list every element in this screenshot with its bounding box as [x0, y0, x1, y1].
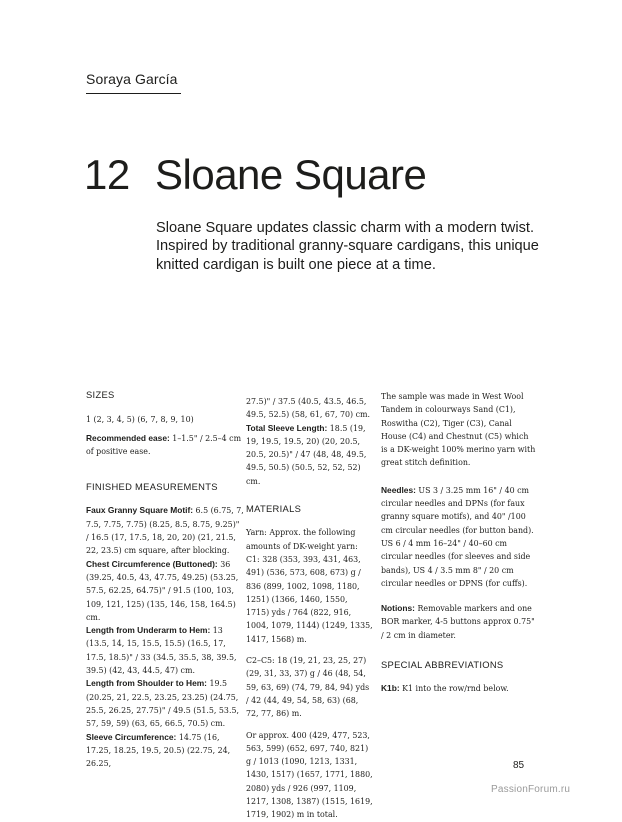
- shoulder-label: Length from Shoulder to Hem:: [86, 678, 207, 689]
- column-1: [86, 388, 244, 770]
- underarm-paragraph: [86, 624, 244, 677]
- column-2: [246, 395, 373, 822]
- ease-paragraph: [86, 432, 244, 459]
- sleeve-circ-text: 14.75 (16, 17.25, 18.25, 19.5, 20.5) (22.75, 24, 26.25,: [86, 732, 231, 769]
- k1b-text: K1 into the row/rnd below.: [399, 684, 509, 694]
- motif-text: 6.5 (6.75, 7, 7.5, 7.75, 7.75) (8.25, 8.5, 8.75, 9.25)" / 16.5 (17, 17.5, 18, 20, 20) (21, 21.5, 22, 23.5) cm square, after blocking.: [86, 506, 244, 556]
- sleeve-circ-label: Sleeve Circumference:: [86, 731, 177, 742]
- notions-label: Notions:: [381, 603, 415, 614]
- notions-paragraph: [381, 602, 536, 642]
- chest-paragraph: [86, 558, 244, 624]
- column-3: [381, 390, 536, 696]
- ease-text: 1–1.5" / 2.5–4 cm of positive ease.: [86, 433, 242, 456]
- needles-label: Needles:: [381, 484, 416, 495]
- chest-text: 36 (39.25, 40.5, 43, 47.75, 49.25) (53.25, 57.5, 62.25, 64.75)" / 91.5 (100, 103, 109, 121, 125) (135, 146, 158, 164.5) cm.: [86, 559, 239, 622]
- total-sleeve-label: Total Sleeve Length:: [246, 422, 328, 433]
- watermark: PassionForum.ru: [491, 784, 571, 795]
- chest-label: Chest Circumference (Buttoned):: [86, 558, 218, 569]
- notions-text: Removable markers and one BOR marker, 4-5 buttons approx 0.75" / 2 cm in diameter.: [381, 604, 535, 640]
- yarn-c1: C1: 328 (353, 393, 431, 463, 491) (536, 573, 608, 673) g / 836 (899, 1002, 1098, 1180, 1251) (1366, 1460, 1550, 1715) yds / 764 (822, 916, 1004, 1079, 1144) (1249, 1335, 1417, 1568) m.: [246, 554, 373, 644]
- needles-paragraph: [381, 484, 536, 590]
- yarn-paragraph: [246, 526, 373, 553]
- motif-label: Faux Granny Square Motif:: [86, 505, 194, 516]
- sizes-heading: SIZES: [86, 389, 115, 400]
- finished-measurements-heading: FINISHED MEASUREMENTS: [86, 481, 218, 493]
- shoulder-paragraph: [86, 677, 244, 730]
- total-sleeve-text: 18.5 (19, 19, 19.5, 19.5, 20) (20, 20.5, 20.5, 20.5)" / 47 (48, 48, 49.5, 49.5, 50.5) (50.5, 52, 52, 52) cm.: [246, 423, 367, 486]
- sleeve-circ-paragraph: [86, 731, 244, 771]
- underarm-label: Length from Underarm to Hem:: [86, 625, 211, 636]
- ease-label: Recommended ease:: [86, 432, 170, 443]
- designer-underline: [86, 93, 181, 94]
- pattern-number: 12: [84, 151, 130, 198]
- sample-paragraph: The sample was made in West Wool Tandem in colourways Sand (C1), Roswitha (C2), Tiger (C3), Canal House (C4) and Chestnut (C5) which is a DK-weight 100% merino yarn with great stitch definition.: [381, 392, 536, 468]
- total-sleeve-paragraph: [246, 422, 373, 488]
- yarn-label: Yarn:: [246, 528, 267, 538]
- pattern-title: Sloane Square: [155, 151, 427, 198]
- sleeve-circ-continued: 27.5)" / 37.5 (40.5, 43.5, 46.5, 49.5, 52.5) (58, 61, 67, 70) cm.: [246, 397, 371, 420]
- intro-paragraph: Sloane Square updates classic charm with a modern twist. Inspired by traditional granny-square cardigans, this unique knitted cardigan is built one piece at a time.: [156, 220, 539, 273]
- underarm-text: 13 (13.5, 14, 15, 15.5, 15.5) (16.5, 17, 17.5, 18.5)" / 33 (34.5, 35.5, 38, 39.5, 39.5) (42, 43, 44.5, 47) cm.: [86, 626, 237, 676]
- k1b-label: K1b:: [381, 683, 400, 694]
- page-number: 85: [513, 760, 525, 771]
- shoulder-text: 19.5 (20.25, 21, 22.5, 23.25, 23.25) (24.75, 25.5, 26.25, 27.75)" / 49.5 (51.5, 53.5, 57, 59, 59) (63, 65, 66.5, 70.5) cm.: [86, 679, 239, 729]
- yarn-c2-c5: C2–C5: 18 (19, 21, 23, 25, 27) (29, 31, 33, 37) g / 46 (48, 54, 59, 63, 69) (74, 79, 84, 94) yds / 42 (44, 49, 54, 58, 63) (68, 72, 77, 86) m.: [246, 656, 370, 719]
- sizes-text: 1 (2, 3, 4, 5) (6, 7, 8, 9, 10): [86, 415, 194, 425]
- motif-paragraph: [86, 504, 244, 557]
- k1b-paragraph: [381, 682, 536, 695]
- materials-heading: MATERIALS: [246, 503, 302, 515]
- yarn-text: Approx. the following amounts of DK-weight yarn:: [246, 528, 358, 551]
- designer-name: Soraya García: [86, 71, 178, 87]
- needles-text: US 3 / 3.25 mm 16" / 40 cm circular needles and DPNs (for faux granny square motifs), and 40" /100 cm circular needles (for button band). US 6 / 4 mm 16–24" / 40–60 cm circular needles (for sleeves and side bands), US 4 / 3.5 mm 8" / 20 cm circular needles or DPNS (for cuffs).: [381, 485, 534, 588]
- yarn-total: Or approx. 400 (429, 477, 523, 563, 599) (652, 697, 740, 821) g / 1013 (1090, 1213, 1331, 1430, 1517) (1657, 1771, 1880, 2080) yds / 926 (997, 1109, 1217, 1308, 1387) (1515, 1619, 1719, 1902) m in total.: [246, 730, 373, 820]
- special-abbreviations-heading: SPECIAL ABBREVIATIONS: [381, 659, 504, 671]
